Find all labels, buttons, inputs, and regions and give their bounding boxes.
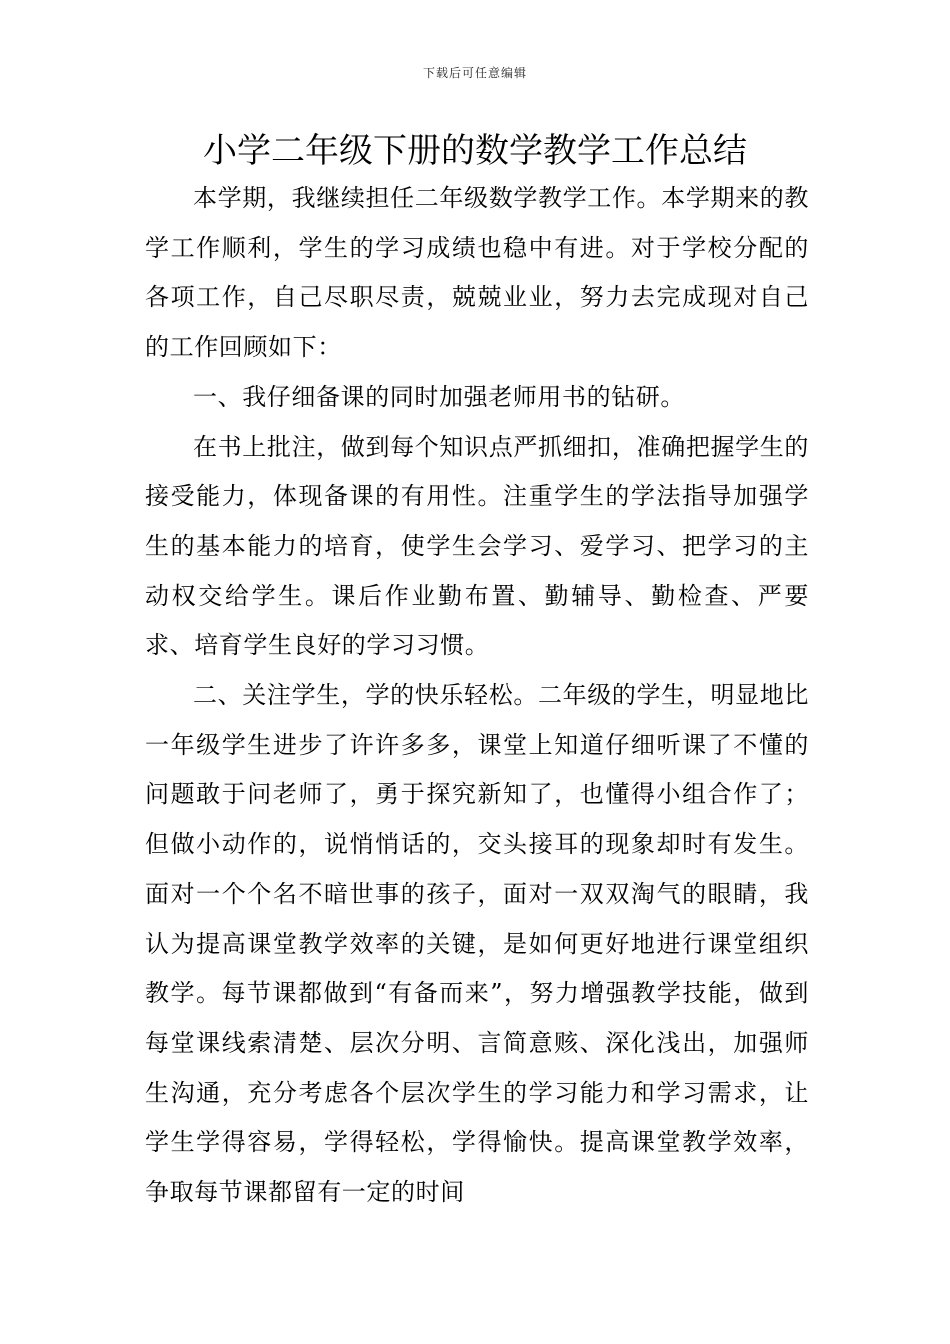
paragraph-intro: 本学期，我继续担任二年级数学教学工作。本学期来的教学工作顺利，学生的学习成绩也稳中有进。对于学校分配的各项工作，自己尽职尽责，兢兢业业，努力去完成现对自己的工作回顾如下： <box>145 184 809 362</box>
paragraph-section-2: 二、关注学生，学的快乐轻松。二年级的学生，明显地比一年级学生进步了许许多多，课堂上知道仔细听课了不懂的问题敢于问老师了，勇于探究新知了，也懂得小组合作了；但做小动作的，说悄悄话的，交头接耳的现象却时有发生。面对一个个名不暗世事的孩子，面对一双双淘气的眼睛，我认为提高课堂教学效率的关键，是如何更好地进行课堂组织教学。每节课都做到“有备而来”，努力增强教学技能，做到每堂课线索清楚、层次分明、言简意赅、深化浅出，加强师生沟通，充分考虑各个层次学生的学习能力和学习需求，让学生学得容易，学得轻松，学得愉快。提高课堂教学效率，争取每节课都留有一定的时间 <box>145 681 809 1207</box>
paragraph-section-1-heading: 一、我仔细备课的同时加强老师用书的钻研。 <box>193 382 685 411</box>
document-title: 小学二年级下册的数学教学工作总结 <box>203 131 747 171</box>
header-note: 下载后可任意编辑 <box>422 66 527 80</box>
document-body <box>145 174 809 1218</box>
paragraph-section-1-body: 在书上批注，做到每个知识点严抓细扣，准确把握学生的接受能力，体现备课的有用性。注重学生的学法指导加强学生的基本能力的培育，使学生会学习、爱学习、把学习的主动权交给学生。课后作业勤布置、勤辅导、勤检查、严要求、培育学生良好的学习习惯。 <box>145 432 809 660</box>
